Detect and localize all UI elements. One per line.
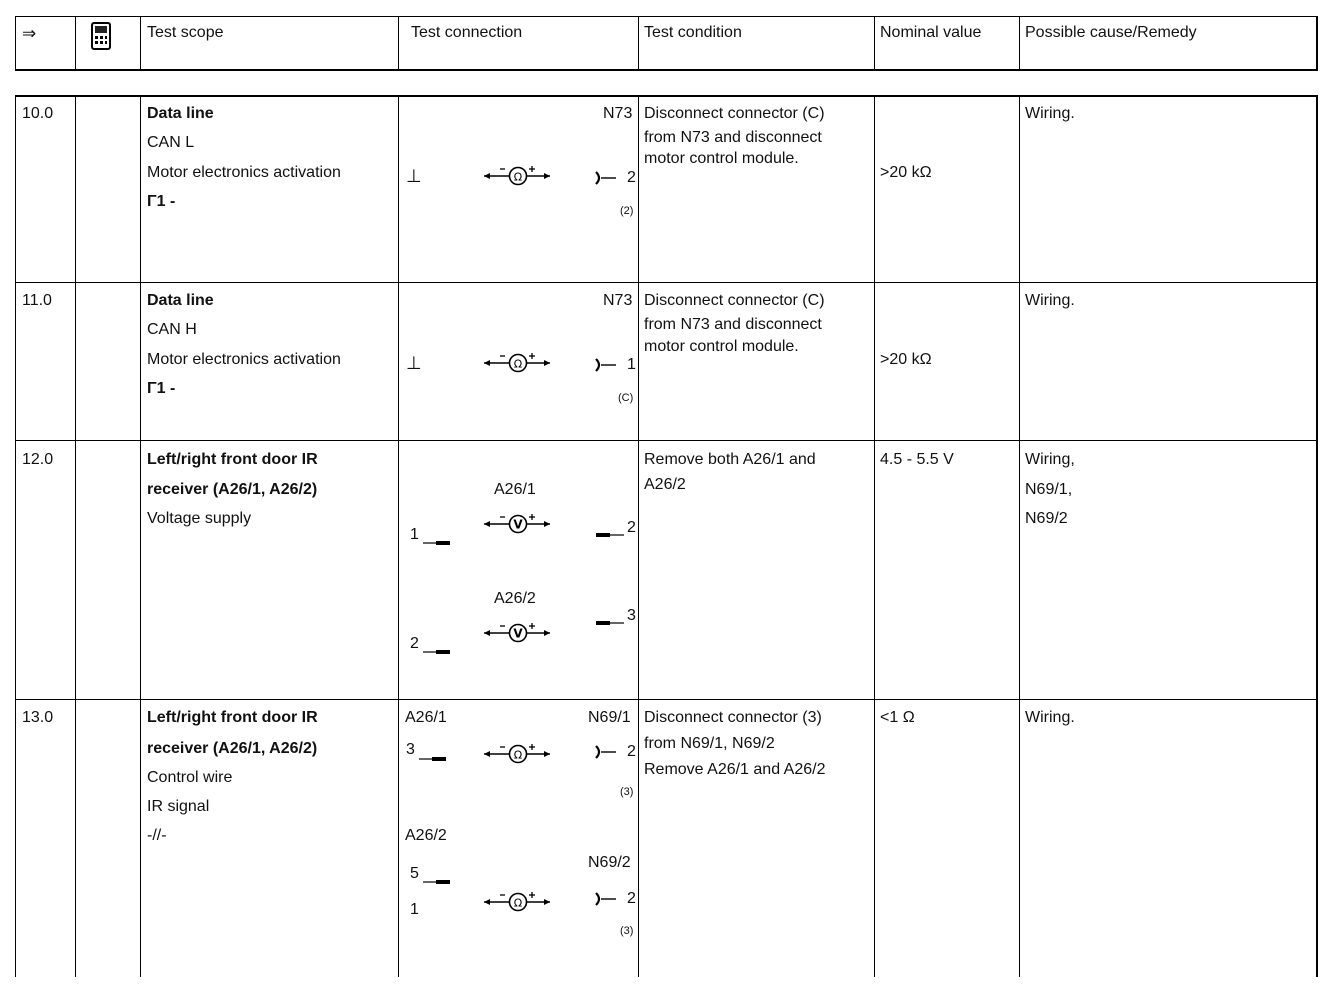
remedy-line: Wiring.: [1025, 709, 1075, 726]
scope-title: Left/right front door IR: [147, 451, 318, 468]
svg-text:V: V: [513, 517, 523, 532]
condition-line: A26/2: [644, 476, 686, 493]
condition-line: Remove both A26/1 and: [644, 451, 816, 468]
scope-title: Left/right front door IR: [147, 709, 318, 726]
condition-line: Disconnect connector (C): [644, 105, 825, 122]
remedy-line: N69/2: [1025, 510, 1068, 527]
condition-line: from N73 and disconnect: [644, 316, 822, 333]
remedy-line: N69/1,: [1025, 481, 1073, 498]
pin-number: 2: [410, 635, 419, 652]
nominal-value: >20 kΩ: [880, 351, 932, 368]
scope-line: Motor electronics activation: [147, 164, 341, 181]
pin-number: 2: [627, 743, 636, 760]
scope-title: Data line: [147, 292, 214, 309]
scope-line: Voltage supply: [147, 510, 252, 527]
step-number: 11.0: [22, 292, 52, 309]
socket-connector-icon: [594, 742, 616, 767]
voltmeter-icon: [484, 623, 550, 643]
condition-line: motor control module.: [644, 150, 799, 167]
scope-title: Data line: [147, 105, 214, 122]
pin-number: 3: [627, 607, 636, 624]
nominal-value: >20 kΩ: [880, 164, 932, 181]
ohmmeter-icon: [484, 353, 550, 373]
scope-line: Γ1 -: [147, 380, 176, 397]
pin-number: 1: [410, 526, 419, 543]
ground-symbol: ⊥: [406, 353, 422, 373]
component-label: N69/2: [588, 854, 631, 871]
header-test-condition: Test condition: [644, 24, 742, 41]
header-nominal-value: Nominal value: [880, 24, 982, 41]
header-remedy: Possible cause/Remedy: [1025, 24, 1197, 41]
pin-number: 1: [410, 901, 419, 918]
svg-text:Ω: Ω: [513, 170, 523, 184]
remedy-line: Wiring,: [1025, 451, 1075, 468]
pin-number: 2: [627, 169, 636, 186]
socket-connector-icon: [594, 355, 616, 380]
step-number: 12.0: [22, 451, 54, 468]
condition-line: Remove A26/1 and A26/2: [644, 761, 826, 778]
pin-number: 1: [627, 356, 636, 373]
svg-text:V: V: [513, 626, 523, 641]
pin-connector-icon: [423, 873, 451, 891]
scope-line: Motor electronics activation: [147, 351, 341, 368]
condition-line: from N73 and disconnect: [644, 129, 822, 146]
component-label: A26/1: [494, 481, 536, 498]
component-label: A26/2: [405, 827, 447, 844]
connector-label: (3): [620, 925, 634, 937]
remedy-line: Wiring.: [1025, 105, 1075, 122]
component-label: A26/1: [405, 709, 447, 726]
scope-line: Γ1 -: [147, 193, 176, 210]
component-label: N73: [603, 292, 633, 309]
connector-label: (C): [618, 392, 634, 404]
pin-connector-icon: [596, 614, 624, 632]
scope-line: -//-: [147, 827, 167, 844]
condition-line: from N69/1, N69/2: [644, 735, 775, 752]
tester-icon: [91, 22, 111, 50]
pin-number: 3: [406, 741, 415, 758]
scope-line: receiver (A26/1, A26/2): [147, 481, 318, 498]
pin-connector-icon: [423, 534, 451, 552]
header-test-connection: Test connection: [411, 24, 523, 41]
ohmmeter-icon: [484, 744, 550, 764]
condition-line: Disconnect connector (C): [644, 292, 825, 309]
scope-line: Control wire: [147, 769, 233, 786]
condition-line: Disconnect connector (3): [644, 709, 822, 726]
remedy-line: Wiring.: [1025, 292, 1075, 309]
svg-text:Ω: Ω: [513, 896, 523, 910]
nominal-value: <1 Ω: [880, 709, 915, 726]
socket-connector-icon: [594, 889, 616, 914]
scope-line: receiver (A26/1, A26/2): [147, 740, 318, 757]
pin-number: 2: [627, 519, 636, 536]
component-label: N69/1: [588, 709, 631, 726]
scope-line: IR signal: [147, 798, 210, 815]
pin-connector-icon: [596, 526, 624, 544]
scope-line: CAN H: [147, 321, 197, 338]
ohmmeter-icon: [484, 892, 550, 912]
socket-connector-icon: [594, 168, 616, 193]
connector-label: (3): [620, 786, 634, 798]
connector-label: (2): [620, 205, 634, 217]
pin-number: 5: [410, 865, 419, 882]
pin-connector-icon: [419, 750, 447, 768]
component-label: A26/2: [494, 590, 536, 607]
step-number: 10.0: [22, 105, 54, 122]
scope-line: CAN L: [147, 134, 195, 151]
header-test-scope: Test scope: [147, 24, 224, 41]
condition-line: motor control module.: [644, 338, 799, 355]
nominal-value: 4.5 - 5.5 V: [880, 451, 954, 468]
pin-number: 2: [627, 890, 636, 907]
ground-symbol: ⊥: [406, 166, 422, 186]
pin-connector-icon: [423, 643, 451, 661]
svg-text:Ω: Ω: [513, 748, 523, 762]
step-number: 13.0: [22, 709, 54, 726]
voltmeter-icon: [484, 514, 550, 534]
ohmmeter-icon: [484, 166, 550, 186]
arrow-icon: ⇒: [22, 24, 37, 43]
svg-text:Ω: Ω: [513, 357, 523, 371]
component-label: N73: [603, 105, 633, 122]
